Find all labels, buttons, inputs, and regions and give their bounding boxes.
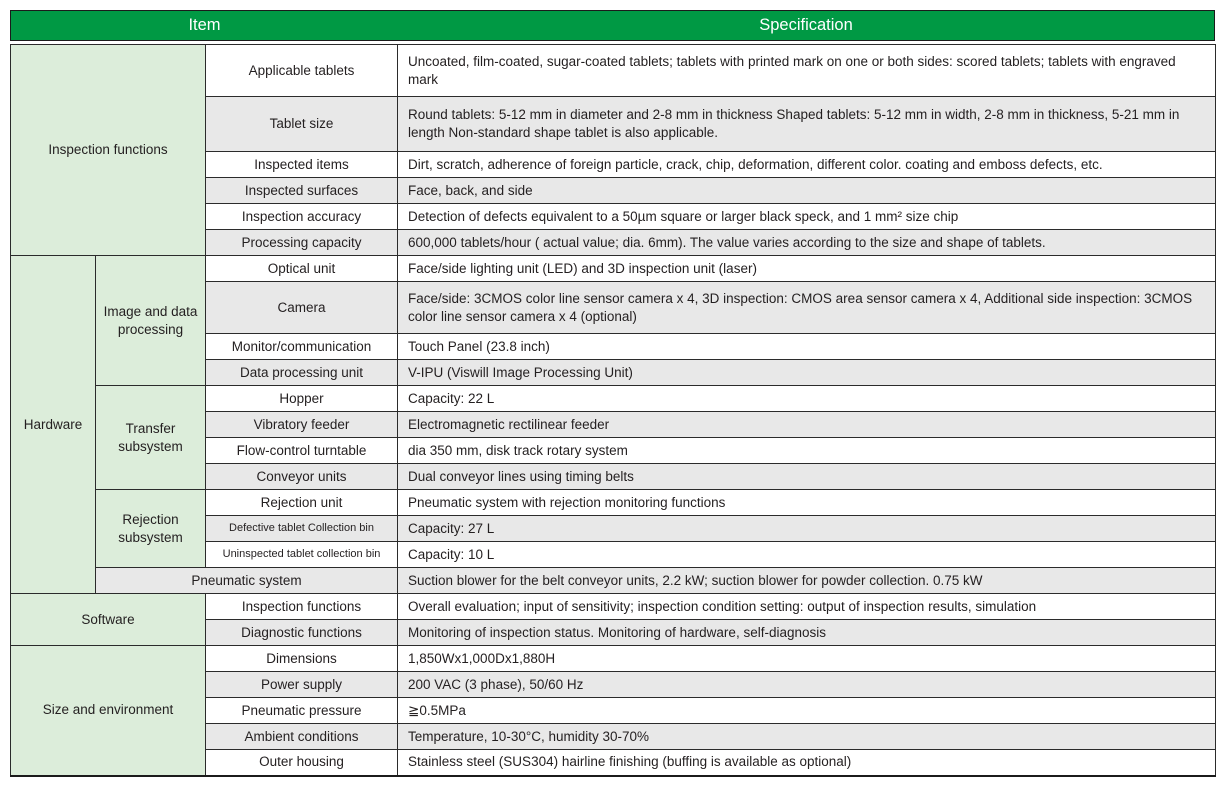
row-item-label: Hopper [206,386,398,412]
row-spec-value: Face/side: 3CMOS color line sensor camera x 4, 3D inspection: CMOS area sensor camera x 4, Additional side inspection: 3CMOS color line sensor camera x 4 (optional) [398,282,1216,334]
row-spec-value: Monitoring of inspection status. Monitoring of hardware, self-diagnosis [398,620,1216,646]
row-item-label: Ambient conditions [206,724,398,750]
row-spec-value: dia 350 mm, disk track rotary system [398,438,1216,464]
row-item-label: Data processing unit [206,360,398,386]
row-spec-value: 600,000 tablets/hour ( actual value; dia. 6mm). The value varies according to the size and shape of tablets. [398,230,1216,256]
header-specification: Specification [759,16,853,34]
row-item-label: Power supply [206,672,398,698]
group-cell-size-and-environment: Size and environment [11,646,206,776]
group-cell-hardware: Hardware [11,256,96,594]
row-item-label: Uninspected tablet collection bin [206,542,398,568]
group-cell-transfer-subsystem: Transfer subsystem [96,386,206,490]
row-item-label: Dimensions [206,646,398,672]
group-cell-software: Software [11,594,206,646]
row-item-label: Outer housing [206,750,398,776]
row-spec-value: Face, back, and side [398,178,1216,204]
row-item-label: Inspected surfaces [206,178,398,204]
row-spec-value: Stainless steel (SUS304) hairline finishing (buffing is available as optional) [398,750,1216,776]
group-cell-image-and-data-processing: Image and data processing [96,256,206,386]
row-spec-value: V-IPU (Viswill Image Processing Unit) [398,360,1216,386]
header-item: Item [188,16,221,34]
row-item-label: Inspection accuracy [206,204,398,230]
specification-table [10,44,1216,777]
row-spec-value: Dual conveyor lines using timing belts [398,464,1216,490]
row-spec-value: Overall evaluation; input of sensitivity; inspection condition setting: output of inspection results, simulation [398,594,1216,620]
row-item-label: Diagnostic functions [206,620,398,646]
row-item-label: Inspection functions [206,594,398,620]
group-cell-inspection-functions: Inspection functions [11,45,206,256]
row-item-label: Vibratory feeder [206,412,398,438]
row-spec-value: Face/side lighting unit (LED) and 3D inspection unit (laser) [398,256,1216,282]
row-item-label: Optical unit [206,256,398,282]
row-spec-value: 1,850Wx1,000Dx1,880H [398,646,1216,672]
row-spec-value: Temperature, 10-30°C, humidity 30-70% [398,724,1216,750]
row-item-label: Inspected items [206,152,398,178]
row-item-label: Applicable tablets [206,45,398,97]
row-item-label: Flow-control turntable [206,438,398,464]
table-header-bar [10,10,1215,41]
row-item-label: Processing capacity [206,230,398,256]
row-spec-value: Touch Panel (23.8 inch) [398,334,1216,360]
row-spec-value: ≧0.5MPa [398,698,1216,724]
row-spec-value: Electromagnetic rectilinear feeder [398,412,1216,438]
row-spec-value: Pneumatic system with rejection monitoring functions [398,490,1216,516]
row-item-label: Monitor/communication [206,334,398,360]
row-spec-value: Dirt, scratch, adherence of foreign particle, crack, chip, deformation, different color. coating and emboss defects, etc. [398,152,1216,178]
row-spec-value: Round tablets: 5-12 mm in diameter and 2-8 mm in thickness Shaped tablets: 5-12 mm in width, 2-8 mm in thickness, 5-21 mm in length Non-standard shape tablet is also applicable. [398,97,1216,152]
row-item-label: Rejection unit [206,490,398,516]
row-spec-value: Capacity: 22 L [398,386,1216,412]
row-spec-value: Capacity: 27 L [398,516,1216,542]
row-item-label: Defective tablet Collection bin [206,516,398,542]
row-spec-value: 200 VAC (3 phase), 50/60 Hz [398,672,1216,698]
row-item-label: Camera [206,282,398,334]
row-item-label-pneumatic-system: Pneumatic system [96,568,398,594]
group-cell-rejection-subsystem: Rejection subsystem [96,490,206,568]
row-item-label: Conveyor units [206,464,398,490]
row-item-label: Pneumatic pressure [206,698,398,724]
row-spec-value: Suction blower for the belt conveyor units, 2.2 kW; suction blower for powder collection. 0.75 kW [398,568,1216,594]
row-spec-value: Capacity: 10 L [398,542,1216,568]
row-item-label: Tablet size [206,97,398,152]
row-spec-value: Uncoated, film-coated, sugar-coated tablets; tablets with printed mark on one or both sides: scored tablets; tablets with engraved mark [398,45,1216,97]
row-spec-value: Detection of defects equivalent to a 50µm square or larger black speck, and 1 mm² size chip [398,204,1216,230]
